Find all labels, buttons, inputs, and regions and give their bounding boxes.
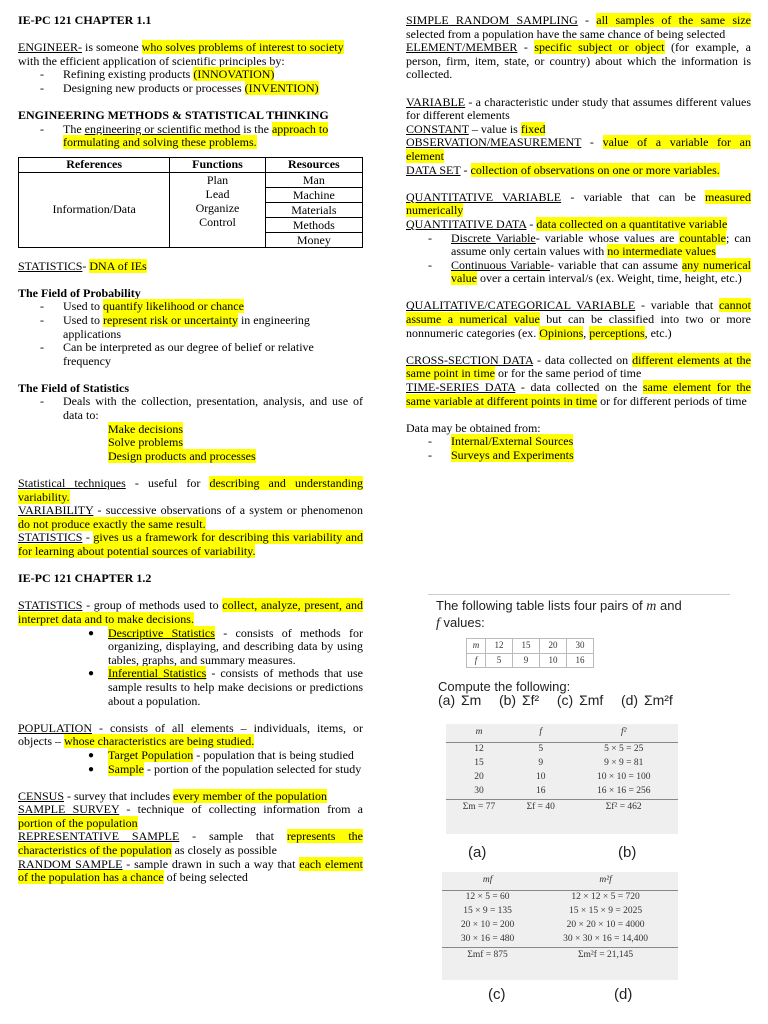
list-item: ● Sample - portion of the population selected for study bbox=[18, 763, 363, 777]
right-column bbox=[406, 14, 751, 463]
engineer-definition: ENGINEER- is someone who solves problems of interest to society with the efficient application of scientific principles by: bbox=[18, 40, 344, 68]
statistics-field-list bbox=[18, 395, 363, 422]
list-item: - Can be interpreted as our degree of belief or relative frequency bbox=[18, 341, 363, 368]
table-row: 15 9 9 × 9 = 81 bbox=[474, 758, 644, 769]
population-definition: POPULATION - consists of all elements – individuals, items, or objects – whose characteristics are being studied. bbox=[18, 720, 363, 749]
table-cell-functions: Plan Lead Organize Control bbox=[170, 172, 265, 247]
label-c: (c) bbox=[488, 986, 506, 1003]
qualitative-variable-definition: QUALITATIVE/CATEGORICAL VARIABLE - variable that cannot assume a numerical value but can be classified into two or more nonnumeric categories (ex. Opinions, perceptions, etc.) bbox=[406, 298, 751, 340]
techniques-definition: Statistical techniques - useful for describing and understanding variability. bbox=[18, 476, 363, 504]
table-header: Functions bbox=[170, 157, 265, 172]
example-prompt: The following table lists four pairs of m and f values: bbox=[436, 598, 682, 631]
element-definition: ELEMENT/MEMBER - specific subject or object (for example, a person, firm, item, state, or country) about which the information is collected. bbox=[406, 40, 751, 82]
probability-list bbox=[18, 300, 363, 368]
table-row: 20 × 10 = 200 20 × 20 × 10 = 4000 bbox=[460, 920, 645, 931]
list-item: - Internal/External Sources bbox=[406, 435, 751, 449]
table-row: 12 5 5 × 5 = 25 bbox=[474, 744, 644, 755]
quantitative-data-definition: QUANTITATIVE DATA - data collected on a quantitative variable bbox=[406, 216, 728, 231]
label-b: (b) bbox=[618, 844, 637, 861]
table-row: Σmf = 875 Σm²f = 21,145 bbox=[442, 948, 678, 965]
variable-definition: VARIABLE - a characteristic under study that assumes different values for different elements bbox=[406, 94, 751, 123]
sample-survey-definition: SAMPLE SURVEY - technique of collecting information from a portion of the population bbox=[18, 802, 363, 830]
list-item: - The engineering or scientific method is the approach to formulating and solving these problems. bbox=[18, 123, 363, 150]
statistics-field-heading: The Field of Statistics bbox=[18, 380, 129, 395]
list-item: - Used to quantify likelihood or chance bbox=[18, 300, 363, 314]
quantitative-variable-definition: QUANTITATIVE VARIABLE - variable that can be measured numerically bbox=[406, 189, 751, 218]
methods-list bbox=[18, 123, 363, 150]
chapter-title-1-1: IE-PC 121 CHAPTER 1.1 bbox=[18, 13, 152, 27]
variability-definition: VARIABILITY - successive observations of a system or phenomenon do not produce exactly the same result. bbox=[18, 503, 363, 531]
list-item: - Continuous Variable- variable that can assume any numerical value over a certain interval/s (ex. Weight, time, height, etc.) bbox=[406, 259, 751, 286]
variable-types-list bbox=[406, 232, 751, 286]
table-cell-resources: Man Machine Materials Methods Money bbox=[265, 172, 362, 247]
statistics-definition: STATISTICS - gives us a framework for describing this variability and for learning about potential sources of variability. bbox=[18, 530, 363, 558]
sources-intro: Data may be obtained from: bbox=[406, 420, 541, 435]
worked-example-image bbox=[428, 594, 730, 1022]
srs-definition: SIMPLE RANDOM SAMPLING - all samples of the same size selected from a population have the same chance of being selected bbox=[406, 13, 752, 41]
probability-heading: The Field of Probability bbox=[18, 285, 141, 300]
dataset-definition: DATA SET - collection of observations on one or more variables. bbox=[406, 162, 720, 177]
label-a: (a) bbox=[468, 844, 487, 861]
list-item: - Surveys and Experiments bbox=[406, 449, 751, 463]
time-series-definition: TIME-SERIES DATA - data collected on the same element for the same variable at different points in time or for different periods of time bbox=[406, 380, 751, 408]
list-item: - Refining existing products (INNOVATION) bbox=[18, 68, 363, 82]
table-header: Resources bbox=[265, 157, 362, 172]
list-item: - Designing new products or processes (INVENTION) bbox=[18, 82, 363, 96]
list-item: ● Inferential Statistics - consists of methods that use sample results to help make decisions or predictions about a population. bbox=[18, 667, 363, 708]
statistics-group-definition: STATISTICS - group of methods used to collect, analyze, present, and interpret data and to make decisions. bbox=[18, 598, 363, 626]
table-header: References bbox=[19, 157, 170, 172]
list-item: - Deals with the collection, presentation, analysis, and use of data to: bbox=[18, 395, 363, 422]
cross-section-definition: CROSS-SECTION DATA - data collected on different elements at the same point in time or for the same period of time bbox=[406, 352, 751, 381]
mf-values-table: m 12 15 20 30 f 5 9 10 16 bbox=[466, 638, 594, 668]
representative-sample-definition: REPRESENTATIVE SAMPLE - sample that represents the characteristics of the population as closely as possible bbox=[18, 829, 364, 858]
engineer-list bbox=[18, 68, 363, 95]
label-d: (d) bbox=[614, 986, 633, 1003]
calc-table-ab: m f f² 12 5 5 × 5 = 25 15 9 9 × 9 = 81 20 10 10 × 10 = 100 30 16 16 × 16 = 256 Σm = 77 Σf = 40 Σf² = 462 bbox=[446, 724, 678, 834]
statistics-types-list bbox=[18, 627, 363, 709]
table-row: 12 × 5 = 60 12 × 12 × 5 = 720 bbox=[465, 892, 640, 903]
observation-definition: OBSERVATION/MEASUREMENT - value of a variable for an element bbox=[406, 135, 751, 163]
census-definition: CENSUS - survey that includes every member of the population bbox=[18, 788, 327, 803]
table-row: 30 16 16 × 16 = 256 bbox=[474, 786, 651, 797]
random-sample-definition: RANDOM SAMPLE - sample drawn in such a way that each element of the population has a chance of being selected bbox=[18, 856, 364, 885]
calc-table-cd: mf m²f 12 × 5 = 60 12 × 12 × 5 = 720 15 × 9 = 135 15 × 15 × 9 = 2025 20 × 10 = 200 20 × 20 × 10 = 4000 30 × 16 = 480 30 × 30 × 16 = 14,400 Σmf = 875 Σm²f = 21,145 bbox=[442, 872, 678, 980]
methods-heading: ENGINEERING METHODS & STATISTICAL THINKING bbox=[18, 108, 329, 123]
constant-definition: CONSTANT – value is fixed bbox=[406, 121, 546, 136]
chapter-title-1-2: IE-PC 121 CHAPTER 1.2 bbox=[18, 571, 152, 586]
left-column bbox=[18, 14, 363, 885]
table-row: 20 10 10 × 10 = 100 bbox=[474, 772, 651, 783]
compute-parts: (a) Σm (b) Σf² (c) Σmf (d) Σm²f bbox=[438, 692, 673, 708]
list-item: - Used to represent risk or uncertainty in engineering applications bbox=[18, 314, 363, 341]
list-item: - Discrete Variable- variable whose values are countable; can assume only certain values with no intermediate values bbox=[406, 232, 751, 259]
table-row: 15 × 9 = 135 15 × 15 × 9 = 2025 bbox=[463, 906, 643, 917]
statistics-dna: STATISTICS- DNA of IEs bbox=[18, 258, 147, 273]
table-row: 30 × 16 = 480 30 × 30 × 16 = 14,400 bbox=[460, 934, 649, 945]
sources-list bbox=[406, 435, 751, 462]
list-item: ● Descriptive Statistics - consists of methods for organizing, displaying, and describing data by using tables, graphs, and summary measures. bbox=[18, 627, 363, 668]
list-item: ● Target Population - population that is being studied bbox=[18, 749, 363, 763]
compute-instruction: Compute the following: bbox=[438, 679, 571, 694]
table-cell-reference: Information/Data bbox=[19, 172, 170, 247]
references-table bbox=[18, 157, 363, 248]
statistics-uses: Make decisions Solve problems Design products and processes bbox=[108, 421, 256, 463]
population-types-list bbox=[18, 749, 363, 776]
table-row: Σm = 77 Σf = 40 Σf² = 462 bbox=[446, 800, 678, 817]
